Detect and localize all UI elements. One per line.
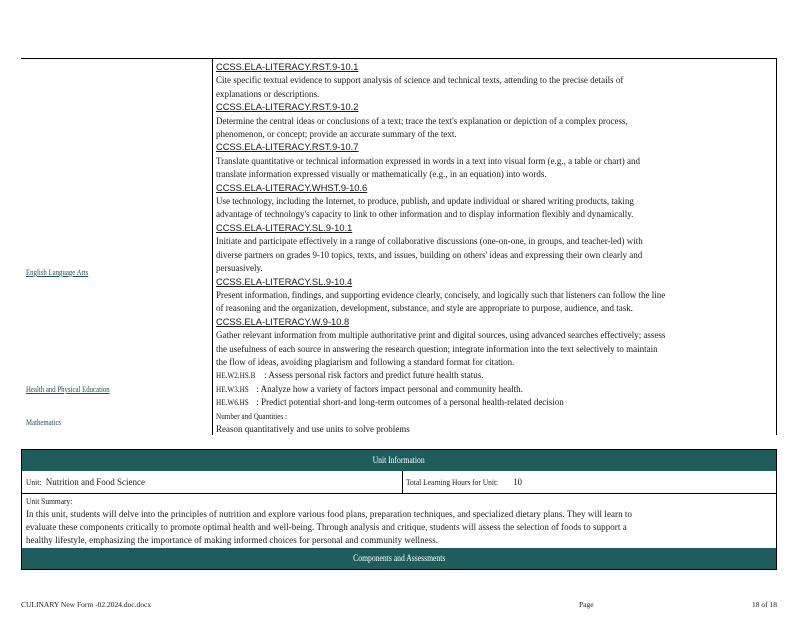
unit-information-header: Unit Information (22, 450, 776, 471)
standard-code: CCSS.ELA-LITERACY.SL.9-10.1 (216, 222, 353, 233)
ela-standard-6 (216, 276, 768, 316)
standard-text: Present information, findings, and supporting evidence clearly, concisely, and logically such that listeners can follow the line (216, 289, 666, 300)
standard-text: of reasoning and the organization, development, substance, and style are appropriate to purpose, audience, and task. (216, 303, 633, 314)
standard-text: explanations or descriptions. (216, 88, 320, 99)
subject-ela: English Language Arts (26, 267, 89, 277)
ela-standard-2 (216, 101, 768, 141)
footer-page-number: 18 of 18 (752, 600, 777, 609)
math-standards (216, 410, 768, 437)
health-standard-2 (216, 383, 768, 396)
health-code: HE.W2.HS.B (216, 371, 256, 381)
health-standard-3 (216, 396, 768, 409)
standard-code: CCSS.ELA-LITERACY.RST.9-10.2 (216, 102, 359, 113)
ela-standard-4 (216, 182, 768, 222)
health-text: : Assess personal risk factors and predict future health status. (264, 370, 484, 381)
unit-label: Unit: (26, 477, 42, 487)
unit-name-cell (26, 477, 145, 487)
health-text: : Analyze how a variety of factors impact personal and community health. (256, 383, 523, 394)
standard-code: CCSS.ELA-LITERACY.RST.9-10.1 (216, 62, 359, 72)
math-heading: Number and Quantities : (216, 411, 288, 421)
ela-standard-7 (216, 316, 768, 370)
summary-label: Unit Summary: (26, 496, 73, 506)
standard-text: Translate quantitative or technical information expressed in words in a text into visual form (e.g., a table or chart) and (216, 155, 641, 166)
hours-label: Total Learning Hours for Unit: (406, 477, 499, 487)
unit-summary (22, 494, 776, 546)
standard-text: translate information expressed visually or mathematically (e.g., in an equation) into words. (216, 169, 547, 180)
hours-cell (406, 477, 522, 487)
health-code: HE.W6.HS (216, 398, 249, 408)
health-text: : Predict potential short-and long-term outcomes of a personal health-related decision (256, 397, 564, 408)
standard-text: Initiate and participate effectively in a range of collaborative discussions (one-on-one, in groups, and teacher-led) with (216, 236, 643, 247)
footer-filename: CULINARY New Form -02.2024.doc.docx (21, 600, 152, 609)
standard-text: Cite specific textual evidence to support analysis of science and technical texts, attending to the precise details of (216, 75, 624, 86)
standard-text: Use technology, including the Internet, to produce, publish, and update individual or shared writing products, taking (216, 196, 634, 207)
health-standards (216, 369, 768, 409)
unit-value: Nutrition and Food Science (45, 477, 145, 487)
standard-text: the flow of ideas, avoiding plagiarism and following a standard format for citation. (216, 356, 515, 367)
unit-row (22, 471, 776, 494)
standard-text: persuasively. (216, 263, 263, 274)
standard-text: the usefulness of each source in answering the research question; integrate information into the text selectively to maintain (216, 343, 658, 354)
hours-value: 10 (512, 477, 522, 487)
math-text: Reason quantitatively and use units to solve problems (216, 423, 410, 434)
unit-information-table (21, 449, 777, 570)
standard-code: CCSS.ELA-LITERACY.W.9-10.8 (216, 316, 350, 327)
standards-table (21, 58, 777, 435)
standard-text: advantage of technology's capacity to link to other information and to display information flexibly and dynamically. (216, 209, 634, 220)
footer-page-label: Page (579, 600, 594, 609)
page-footer (21, 600, 777, 612)
standards-column (216, 61, 768, 436)
ela-standard-1 (216, 61, 768, 101)
standard-text: Determine the central ideas or conclusions of a text; trace the text's explanation or depiction of a complex process, (216, 115, 628, 126)
standard-code: CCSS.ELA-LITERACY.SL.9-10.4 (216, 276, 353, 287)
standard-text: diverse partners on grades 9-10 topics, texts, and issues, building on others' ideas and expressing their own clearly and (216, 249, 643, 260)
cell-divider (402, 471, 403, 493)
standard-text: Gather relevant information from multiple authoritative print and digital sources, using advanced searches effectively; assess (216, 330, 666, 341)
health-standard-1 (216, 369, 768, 382)
standard-code: CCSS.ELA-LITERACY.RST.9-10.7 (216, 142, 359, 153)
ela-standard-3 (216, 141, 768, 181)
ela-standard-5 (216, 222, 768, 276)
health-code: HE.W3.HS (216, 384, 249, 394)
subject-math: Mathematics (26, 417, 62, 427)
components-header: Components and Assessments (22, 548, 776, 569)
standard-code: CCSS.ELA-LITERACY.WHST.9-10.6 (216, 182, 368, 193)
subject-column (21, 59, 213, 435)
standard-text: phenomenon, or concept; provide an accurate summary of the text. (216, 129, 457, 140)
summary-text: In this unit, students will delve into the principles of nutrition and explore various food plans, preparation techniques, and specialized dietary plans. They will learn to evaluate these components critically to promote optimal health and well-being. Through analysis and critique, students will assess the selection of foods to support a healthy lifestyle, emphasizing the importance of making informed choices for personal and community wellness. (26, 509, 633, 545)
subject-health: Health and Physical Education (26, 384, 110, 394)
